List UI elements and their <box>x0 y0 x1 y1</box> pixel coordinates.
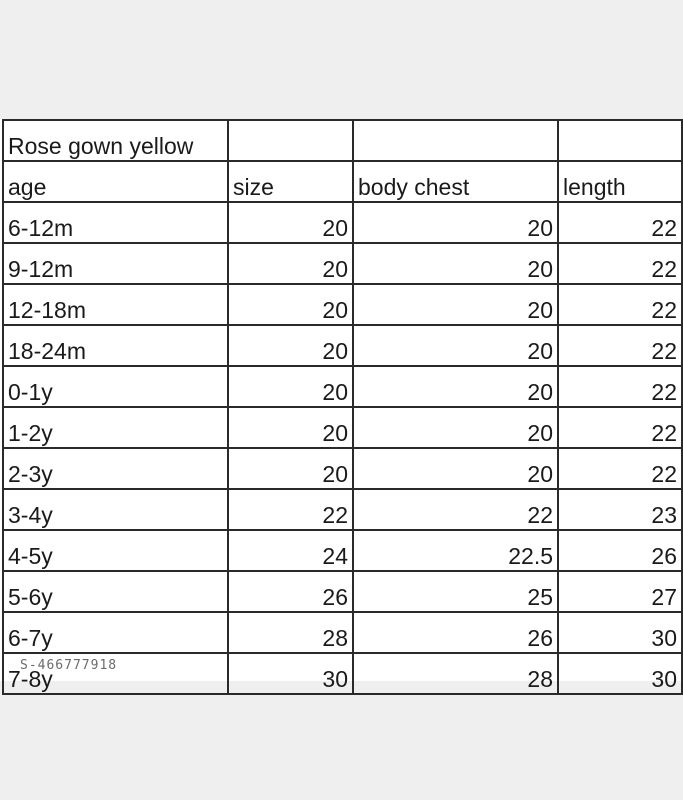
age-cell: 6-7y <box>3 612 228 653</box>
size-cell: 24 <box>228 530 353 571</box>
age-cell: 4-5y <box>3 530 228 571</box>
table-row <box>3 653 682 694</box>
length-cell: 27 <box>558 571 682 612</box>
body-chest-cell: 22 <box>353 489 558 530</box>
length-cell: 22 <box>558 284 682 325</box>
length-cell: 30 <box>558 612 682 653</box>
body-chest-cell: 20 <box>353 243 558 284</box>
size-cell: 26 <box>228 571 353 612</box>
body-chest-cell: 28 <box>353 653 558 694</box>
size-cell: 20 <box>228 325 353 366</box>
table-row <box>3 530 682 571</box>
length-cell: 30 <box>558 653 682 694</box>
header-body-chest: body chest <box>353 161 558 202</box>
table-title: Rose gown yellow <box>3 120 228 161</box>
age-cell: 2-3y <box>3 448 228 489</box>
table-row <box>3 243 682 284</box>
watermark-text: S-466777918 <box>20 658 118 673</box>
table-row <box>3 571 682 612</box>
size-cell: 20 <box>228 407 353 448</box>
header-length: length <box>558 161 682 202</box>
table-row <box>3 612 682 653</box>
blank-cell <box>353 120 558 161</box>
title-row <box>3 120 682 161</box>
age-cell <box>3 653 228 694</box>
size-cell: 20 <box>228 366 353 407</box>
size-cell: 30 <box>228 653 353 694</box>
age-label: 7-8y <box>8 666 53 692</box>
length-cell: 22 <box>558 407 682 448</box>
size-cell: 20 <box>228 243 353 284</box>
header-row <box>3 161 682 202</box>
length-cell: 23 <box>558 489 682 530</box>
length-cell: 22 <box>558 202 682 243</box>
body-chest-cell: 25 <box>353 571 558 612</box>
body-chest-cell: 22.5 <box>353 530 558 571</box>
table-row <box>3 366 682 407</box>
table-row <box>3 407 682 448</box>
table-row <box>3 489 682 530</box>
length-cell: 22 <box>558 366 682 407</box>
blank-cell <box>558 120 682 161</box>
length-cell: 22 <box>558 243 682 284</box>
body-chest-cell: 20 <box>353 325 558 366</box>
header-size: size <box>228 161 353 202</box>
body-chest-cell: 20 <box>353 284 558 325</box>
body-chest-cell: 20 <box>353 407 558 448</box>
age-cell: 3-4y <box>3 489 228 530</box>
blank-cell <box>228 120 353 161</box>
age-label-wrap <box>8 658 118 692</box>
size-cell: 28 <box>228 612 353 653</box>
size-cell: 20 <box>228 284 353 325</box>
age-cell: 0-1y <box>3 366 228 407</box>
header-age: age <box>3 161 228 202</box>
age-cell: 12-18m <box>3 284 228 325</box>
table-row <box>3 325 682 366</box>
age-cell: 6-12m <box>3 202 228 243</box>
age-cell: 5-6y <box>3 571 228 612</box>
body-chest-cell: 20 <box>353 448 558 489</box>
length-cell: 22 <box>558 448 682 489</box>
size-cell: 22 <box>228 489 353 530</box>
size-chart-table <box>2 119 683 695</box>
size-cell: 20 <box>228 448 353 489</box>
body-chest-cell: 20 <box>353 202 558 243</box>
size-chart-sheet <box>0 119 683 692</box>
table-row <box>3 202 682 243</box>
table-row <box>3 448 682 489</box>
body-chest-cell: 26 <box>353 612 558 653</box>
size-cell: 20 <box>228 202 353 243</box>
age-cell: 18-24m <box>3 325 228 366</box>
length-cell: 26 <box>558 530 682 571</box>
age-cell: 1-2y <box>3 407 228 448</box>
length-cell: 22 <box>558 325 682 366</box>
age-cell: 9-12m <box>3 243 228 284</box>
body-chest-cell: 20 <box>353 366 558 407</box>
table-row <box>3 284 682 325</box>
